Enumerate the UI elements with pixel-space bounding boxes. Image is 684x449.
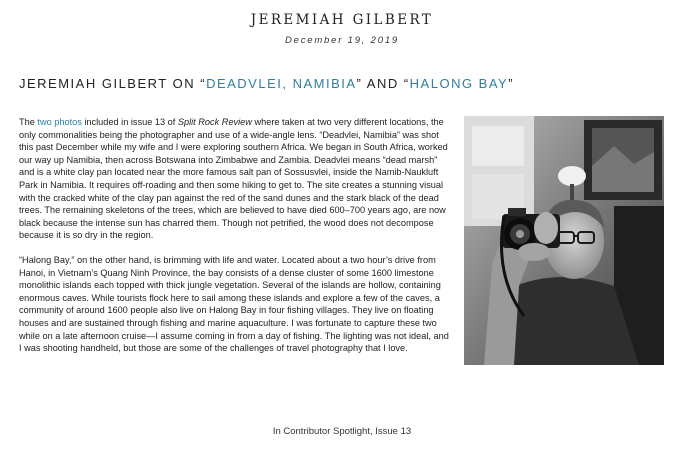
two-photos-link[interactable]: two photos (37, 117, 82, 127)
article-body (19, 116, 451, 367)
headline-middle: ” AND “ (356, 76, 410, 91)
journal-title: Split Rock Review (177, 117, 252, 127)
category-footer[interactable]: In Contributor Spotlight, Issue 13 (272, 426, 412, 437)
p1-after-link: included in issue 13 of (81, 117, 178, 127)
p1-rest: where taken at two very different locations, the only commonalities being the photographer and use of a wide-angle lens. “Deadvlei, Namibia” was shot this past December while my wife and I were exploring southern Africa. We began in South Africa, worked our way up Namibia, then across Botswana into Zimbabwe and Zambia. Deadvlei means “dead marsh” and is a white clay pan located near the more famous salt pan of Sossusvlei, inside the Namib-Naukluft Park in Namibia. It requires off-roading and then some hiking to get to. The site creates a stunning visual with the cracked white of the clay pan against the red of the sand dunes and the stark black of the dead trees. The remaining skeletons of the trees, which are believed to have died 600–700 years ago, are now black because the intense sun has charred them. Though not petrified, the wood does not decompose because it is so dry in the region. (19, 117, 448, 241)
paragraph-deadvlei (19, 116, 451, 242)
headline-title-deadvlei: DEADVLEI, NAMIBIA (206, 76, 357, 91)
p1-lead: The (19, 117, 38, 127)
headline-suffix: ” (508, 76, 515, 91)
headline-title-halong: HALONG BAY (409, 76, 509, 91)
author-photo (464, 116, 664, 365)
headline-prefix: JEREMIAH GILBERT ON “ (19, 76, 207, 91)
paragraph-halong: “Halong Bay,” on the other hand, is brimming with life and water. Located about a two hour’s drive from Hanoi, in Vietnam’s Quang Ninh Province, the bay consists of a dense cluster of some 1600 limestone monolithic islands each topped with thick jungle vegetation. Several of the islands are hollow, containing enormous caves. While tourists flock here to sail among these islands and explore a few of the caves, a community of around 1600 people also live on Halong Bay in four fishing villages. They live on floating houses and are sustained through fishing and marine aquaculture. I was fortunate to capture these two while on a late afternoon cruise—I assume coming in from a day of fishing. The lighting was not ideal, and I was shooting handheld, but those are some of the challenges of travel photography that I love. (19, 254, 449, 354)
site-title[interactable]: JEREMIAH GILBERT (250, 12, 434, 28)
author-photo-illustration (464, 116, 664, 365)
post-date: December 19, 2019 (284, 35, 400, 46)
article-headline (19, 76, 669, 91)
